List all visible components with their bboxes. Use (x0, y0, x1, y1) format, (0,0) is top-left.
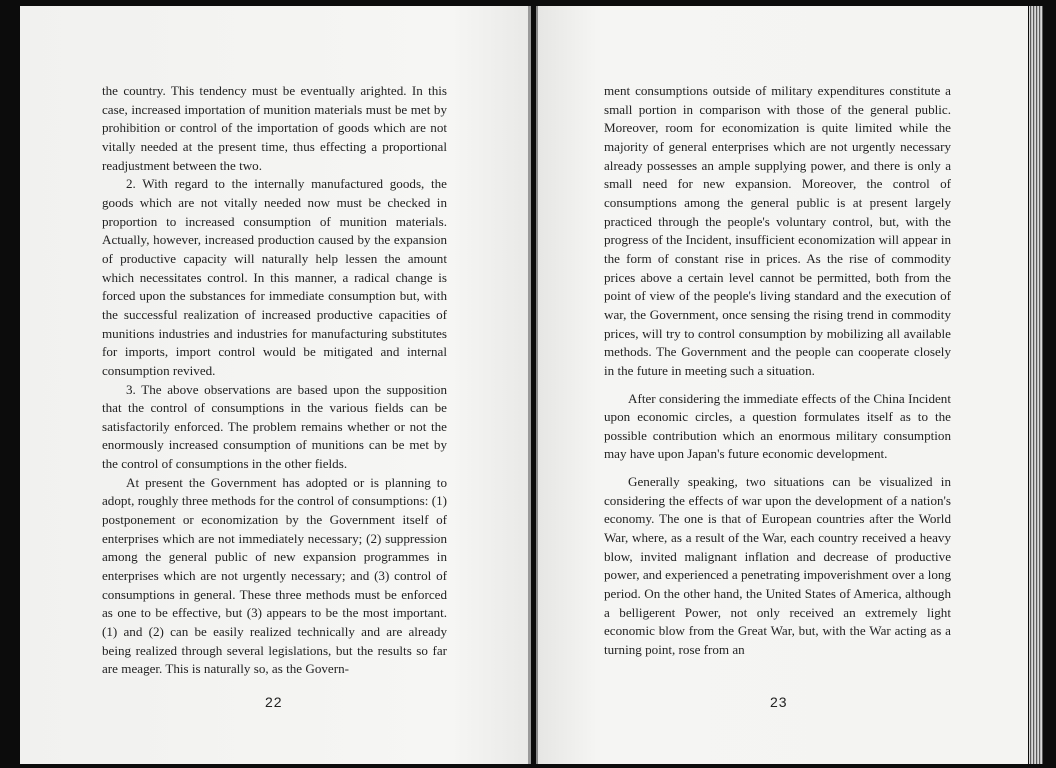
page-number: 23 (770, 694, 788, 710)
paragraph: 3. The above observations are based upon the supposition that the control of consumptions in the various fields can be satisfactorily enforced. The problem remains whether or not the enormously increased consumption of munitions can be met by the control of consumptions in the other fields. (102, 381, 447, 472)
page-number: 22 (265, 694, 283, 710)
paragraph: At present the Government has adopted or is planning to adopt, roughly three methods for the control of consumptions: (1) postponement or economization by the Government itself of enterprises which are not immediately necessary; (2) suppression among the general public of new expansion programmes in enterprises which are not urgently necessary; and (3) control of consumptions in general. These three methods must be enforced as one to be effective, but (3) appears to be the most important. (1) and (2) can be easily realized technically and are already being realized through several legislations, but the results so far are meager. This is naturally so, as the Govern- (102, 474, 447, 677)
right-page-body (604, 82, 951, 660)
left-page-body (102, 82, 447, 679)
right-page (536, 6, 1028, 764)
paragraph: ment consumptions outside of military expenditures constitute a small portion in comparison with those of the general public. Moreover, room for economization is quite limited while the majority of general enterprises which are not urgently necessary already possesses an ample supplying power, and there is only a small need for new expansion. Moreover, the control of consumptions among the general public is at present largely practiced through the people's voluntary control, but, with the progress of the Incident, insufficient economization will appear in the form of constant rise in prices. As the rise of commodity prices above a certain level cannot be permitted, both from the point of view of the people's living standard and the execution of war, the Government, once sensing the rising trend in commodity prices, will try to control consumption by mobilizing all available methods. The Government and the people can cooperate closely in the future in meeting such a situation. (604, 83, 951, 378)
paragraph: After considering the immediate effects of the China Incident upon economic circles, a question formulates itself as to the possible contribution which an enormous military consumption may have upon Japan's future economic development. (604, 390, 951, 462)
book-page-edges (1029, 6, 1043, 764)
paragraph: Generally speaking, two situations can be visualized in considering the effects of war upon the development of a nation's economy. The one is that of European countries after the World War, where, as a result of the War, each country received a heavy blow, invited malignant inflation and decrease of productive power, and experienced a penetrating impoverishment over a long period. On the other hand, the United States of America, although a belligerent Power, not only received an extremely light economic blow from the Great War, but, with the War acting as a turning point, rose from an (604, 474, 951, 658)
left-page (20, 6, 531, 764)
paragraph: 2. With regard to the internally manufactured goods, the goods which are not vitally needed now must be checked in proportion to increased consumption of munition materials. Actually, however, increased production caused by the expansion of productive capacity will naturally help lessen the amount which necessitates control. In this manner, a radical change is forced upon the substances for immediate consumption but, with the successful realization of increased productive capacities of munitions industries and industries for manufacturing substitutes for imports, import control would be mitigated and internal consumption revived. (102, 176, 447, 378)
paragraph: the country. This tendency must be eventually arighted. In this case, increased importation of munition materials must be met by prohibition or control of the importation of goods which are not vitally needed at the present time, thus effecting a proportional readjustment between the two. (102, 83, 447, 173)
